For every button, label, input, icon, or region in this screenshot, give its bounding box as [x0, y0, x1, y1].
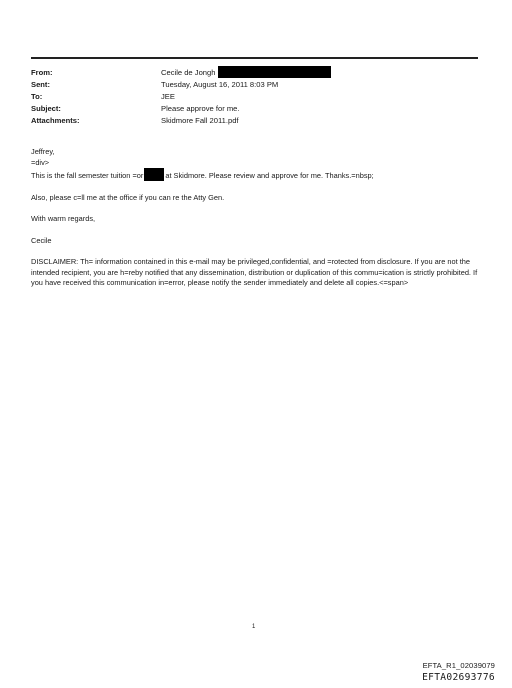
- disclaimer: DISCLAIMER: Th= information contained in this e-mail may be privileged,confidential, and =rotected from disclosure. If you are not the intended recipient, you are h=reby notified that any dissemination, distribution or duplication of this commu=ication is strictly prohibited. If you have received this communication in=error, please notify the sender immediately and delete all copies.<=span>: [31, 257, 478, 287]
- sent-value: Tuesday, August 16, 2011 8:03 PM: [161, 80, 279, 89]
- tuition-text-before: This is the fall semester tuition =or: [31, 171, 144, 180]
- email-body: [31, 147, 481, 289]
- subject-row: [31, 103, 478, 115]
- tuition-line: [31, 168, 481, 182]
- greeting: Jeffrey,: [31, 147, 55, 156]
- to-label: To:: [31, 92, 43, 101]
- subject-value: Please approve for me.: [161, 104, 240, 113]
- subject-label: Subject:: [31, 104, 61, 113]
- header-divider: [31, 57, 478, 59]
- to-row: [31, 91, 478, 103]
- sent-row: [31, 79, 478, 91]
- redaction-box: [144, 168, 164, 181]
- bates-stamp-secondary: EFTA02693776: [422, 672, 495, 683]
- page-number: 1: [252, 624, 256, 630]
- attachments-label: Attachments:: [31, 116, 80, 125]
- redaction-box: [218, 66, 331, 78]
- from-value: Cecile de Jongh: [161, 68, 216, 77]
- div-tag-text: =div>: [31, 157, 50, 167]
- to-value: JEE: [161, 92, 175, 101]
- attachments-row: [31, 115, 478, 127]
- signature: Cecile: [31, 235, 52, 245]
- email-header: [31, 67, 478, 127]
- call-line: Also, please c=ll me at the office if you can re the Atty Gen.: [31, 192, 225, 202]
- from-row: [31, 67, 478, 79]
- from-value-wrap: [161, 67, 331, 79]
- tuition-text-after: at Skidmore. Please review and approve for me. Thanks.=nbsp;: [165, 171, 374, 180]
- sent-label: Sent:: [31, 80, 50, 89]
- closing: With warm regards,: [31, 214, 96, 223]
- from-label: From:: [31, 68, 53, 77]
- bates-stamp-primary: EFTA_R1_02039079: [422, 661, 495, 670]
- attachment-link[interactable]: Skidmore Fall 2011.pdf: [161, 116, 239, 125]
